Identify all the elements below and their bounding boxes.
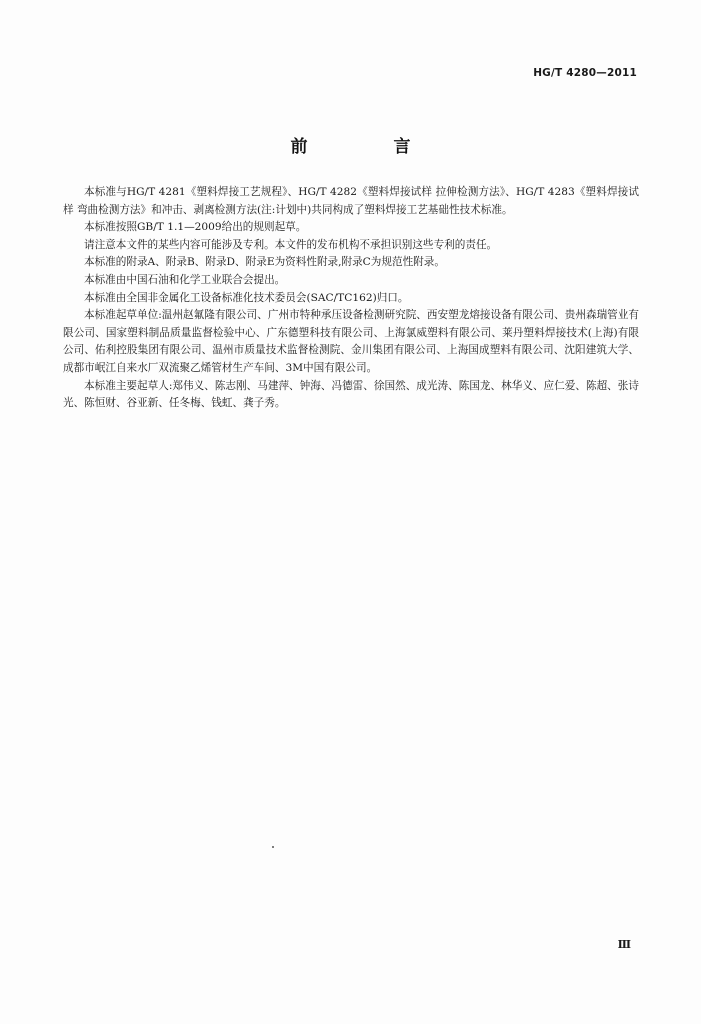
page-number: Ⅲ <box>617 938 631 951</box>
standard-code: HG/T 4280—2011 <box>533 67 637 79</box>
paragraph-drafting-units: 本标准起草单位:温州赵氟隆有限公司、广州市特种承压设备检测研究院、西安塑龙熔接设备有限公司、贵州森瑞管业有限公司、国家塑料制品质量监督检验中心、广东德塑科技有限公司、上海氯威塑料有限公司、莱丹塑料焊接技术(上海)有限公司、佑利控股集团有限公司、温州市质量技术监督检测院、金川集团有限公司、上海国成塑料有限公司、沈阳建筑大学、成都市岷江自来水厂双流聚乙烯管材生产车间、3M中国有限公司。 <box>63 309 639 374</box>
paragraph-committee: 本标准由全国非金属化工设备标准化技术委员会(SAC/TC162)归口。 <box>84 291 409 304</box>
paragraph-proposer: 本标准由中国石油和化学工业联合会提出。 <box>84 273 286 286</box>
page-title: 前 言 <box>290 137 451 157</box>
foreword-body <box>63 184 639 413</box>
paragraph-drafters: 本标准主要起草人:郑伟义、陈志刚、马建萍、钟海、冯德雷、徐国然、成光涛、陈国龙、林华义、应仁爱、陈超、张诗光、陈恒财、谷亚新、任冬梅、钱虹、龚子秀。 <box>63 379 639 410</box>
paragraph-relation: 本标准与HG/T 4281《塑料焊接工艺规程》、HG/T 4282《塑料焊接试样 拉伸检测方法》、HG/T 4283《塑料焊接试样 弯曲检测方法》和冲击、剥离检测方法(注:计划中)共同构成了塑料焊接工艺基础性技术标准。 <box>63 186 639 216</box>
paragraph-drafting-rules: 本标准按照GB/T 1.1—2009给出的规则起草。 <box>84 221 307 234</box>
scan-speck <box>272 846 274 848</box>
paragraph-patent-notice: 请注意本文件的某些内容可能涉及专利。本文件的发布机构不承担识别这些专利的责任。 <box>84 238 498 251</box>
paragraph-annexes: 本标准的附录A、附录B、附录D、附录E为资料性附录,附录C为规范性附录。 <box>84 256 445 269</box>
